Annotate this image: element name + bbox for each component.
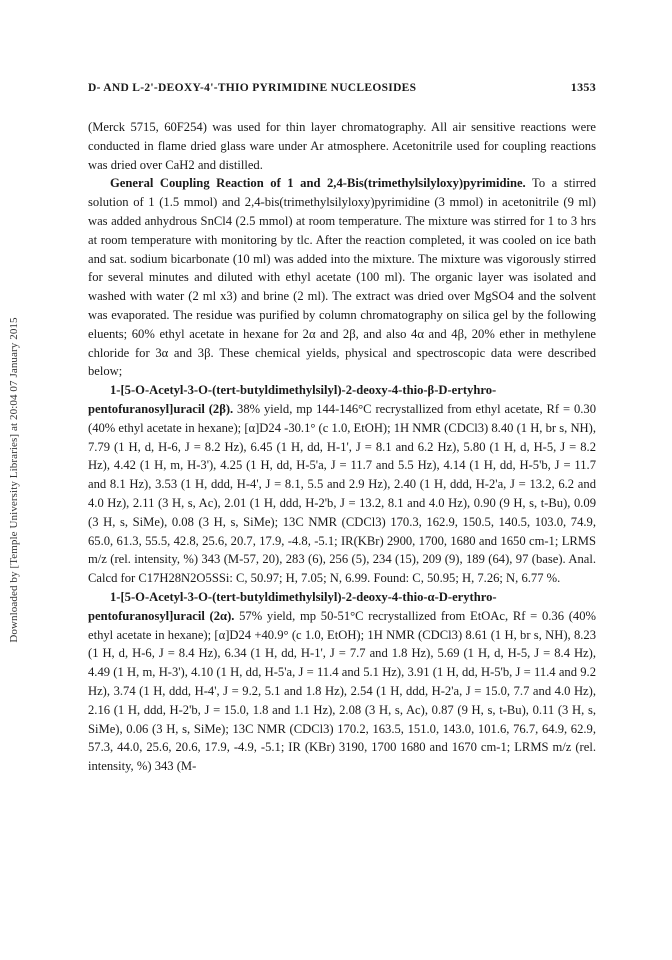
download-watermark: Downloaded by [Temple University Libraries] at 20:04 07 January 2015 <box>8 317 20 643</box>
running-header <box>88 80 596 95</box>
paragraph-compound-2alpha <box>88 588 596 776</box>
page-number: 1353 <box>570 80 596 94</box>
compound-heading-2beta: 1-[5-O-Acetyl-3-O-(tert-butyldimethylsilyl)-2-deoxy-4-thio-β-D-ertyhro-pentofuranosyl]uracil (2β). <box>88 383 497 416</box>
paragraph-compound-2beta <box>88 381 596 588</box>
running-title: D- AND L-2'-DEOXY-4'-THIO PYRIMIDINE NUCLEOSIDES <box>88 82 417 94</box>
section-heading-general-coupling: General Coupling Reaction of 1 and 2,4-Bis(trimethylsilyloxy)pyrimidine. <box>110 176 526 191</box>
paragraph-general-coupling <box>88 174 596 381</box>
compound-data-2beta: 38% yield, mp 144-146°C recrystallized from ethyl acetate, Rf = 0.30 (40% ethyl acetate in hexane); [α]D24 -30.1° (c 1.0, EtOH); 1H NMR (CDCl3) 8.40 (1 H, br s, NH), 7.79 (1 H, d, H-6, J = 8.2 Hz), 6.45 (1 H, dd, H-1', J = 8.1 and 6.2 Hz), 5.80 (1 H, d, H-5, J = 8.2 Hz), 4.42 (1 H, m, H-3'), 4.25 (1 H, dd, H-5'a, J = 11.7 and 5.5 Hz), 4.14 (1 H, dd, H-5'b, J = 11.7 and 8.1 Hz), 3.53 (1 H, ddd, H-4', J = 8.1, 5.5 and 2.9 Hz), 2.40 (1 H, ddd, H-2'a, J = 13.2, 6.2 and 4.0 Hz), 2.11 (3 H, s, Ac), 2.01 (1 H, ddd, H-2'b, J = 13.2, 8.1 and 4.0 Hz), 0.90 (9 H, s, t-Bu), 0.09 (3 H, s, SiMe), 0.08 (3 H, s, SiMe); 13C NMR (CDCl3) 170.3, 162.9, 150.5, 140.5, 103.0, 74.9, 65.0, 61.3, 55.5, 42.8, 25.6, 20.7, 17.9, -4.8, -5.1; IR(KBr) 2900, 1700, 1680 and 1650 cm-1; LRMS m/z (rel. intensity, %) 343 (M-57, 20), 283 (6), 256 (5), 234 (15), 209 (9), 189 (64), 97 (base). Anal. Calcd for C17H28N2O5SSi: C, 50.97; H, 7.05; N, 6.99. Found: C, 50.95; H, 7.26; N, 6.77 %. <box>88 401 596 586</box>
compound-heading-2alpha: 1-[5-O-Acetyl-3-O-(tert-butyldimethylsilyl)-2-deoxy-4-thio-α-D-erythro-pentofuranosyl]uracil (2α). <box>88 589 497 623</box>
general-coupling-text: To a stirred solution of 1 (1.5 mmol) and 2,4-bis(trimethylsilyloxy)pyrimidine (3 mmol) in acetonitrile (9 ml) was added anhydrous SnCl4 (2.5 mmol) at room temperature. The mixture was stirred for 1 to 3 hrs at room temperature with monitoring by tlc. After the reaction completed, it was cooled on ice bath and sat. sodium bicarbonate (10 ml) was added into the mixture. The mixture was vigorously stirred for several minutes and diluted with ethyl acetate (100 ml). The organic layer was isolated and washed with water (2 ml x3) and brine (2 ml). The extract was dried over MgSO4 and the solvent was evaporated. The residue was purified by column chromatography on silica gel by the following eluents; 60% ethyl acetate in hexane for 2α and 2β, and also 4α and 4β, 20% ether in methylene chloride for 3α and 3β. These chemical yields, physical and spectroscopic data were described below; <box>88 176 596 379</box>
paragraph-methods: (Merck 5715, 60F254) was used for thin layer chromatography. All air sensitive reactions were conducted in flame dried glass ware under Ar atmosphere. Acetonitrile used for coupling reactions was dried over CaH2 and distilled. <box>88 120 596 172</box>
article-body <box>88 118 596 776</box>
compound-data-2alpha: 57% yield, mp 50-51°C recrystallized from EtOAc, Rf = 0.36 (40% ethyl acetate in hexane); [α]D24 +40.9° (c 1.0, EtOH); 1H NMR (CDCl3) 8.61 (1 H, br s, NH), 8.23 (1 H, d, H-6, J = 8.4 Hz), 6.34 (1 H, dd, H-1', J = 7.7 and 1.8 Hz), 5.69 (1 H, d, H-5, J = 8.4 Hz), 4.49 (1 H, m, H-3'), 4.10 (1 H, dd, H-5'a, J = 11.4 and 5.1 Hz), 3.91 (1 H, dd, H-5'b, J = 11.4 and 9.2 Hz), 3.74 (1 H, ddd, H-4', J = 9.2, 5.1 and 1.8 Hz), 2.54 (1 H, ddd, H-2'a, J = 15.0, 7.7 and 4.0 Hz), 2.16 (1 H, ddd, H-2'b, J = 15.0, 1.8 and 1.1 Hz), 2.08 (3 H, s, Ac), 0.87 (9 H, s, t-Bu), 0.11 (3 H, s, SiMe), 0.06 (3 H, s, SiMe); 13C NMR (CDCl3) 170.2, 163.5, 151.0, 143.0, 101.6, 76.7, 64.9, 62.9, 57.3, 44.0, 25.6, 20.6, 17.9, -4.9, -5.1; IR (KBr) 3190, 1700 1680 and 1670 cm-1; LRMS m/z (rel. intensity, %) 343 (M- <box>88 608 596 774</box>
